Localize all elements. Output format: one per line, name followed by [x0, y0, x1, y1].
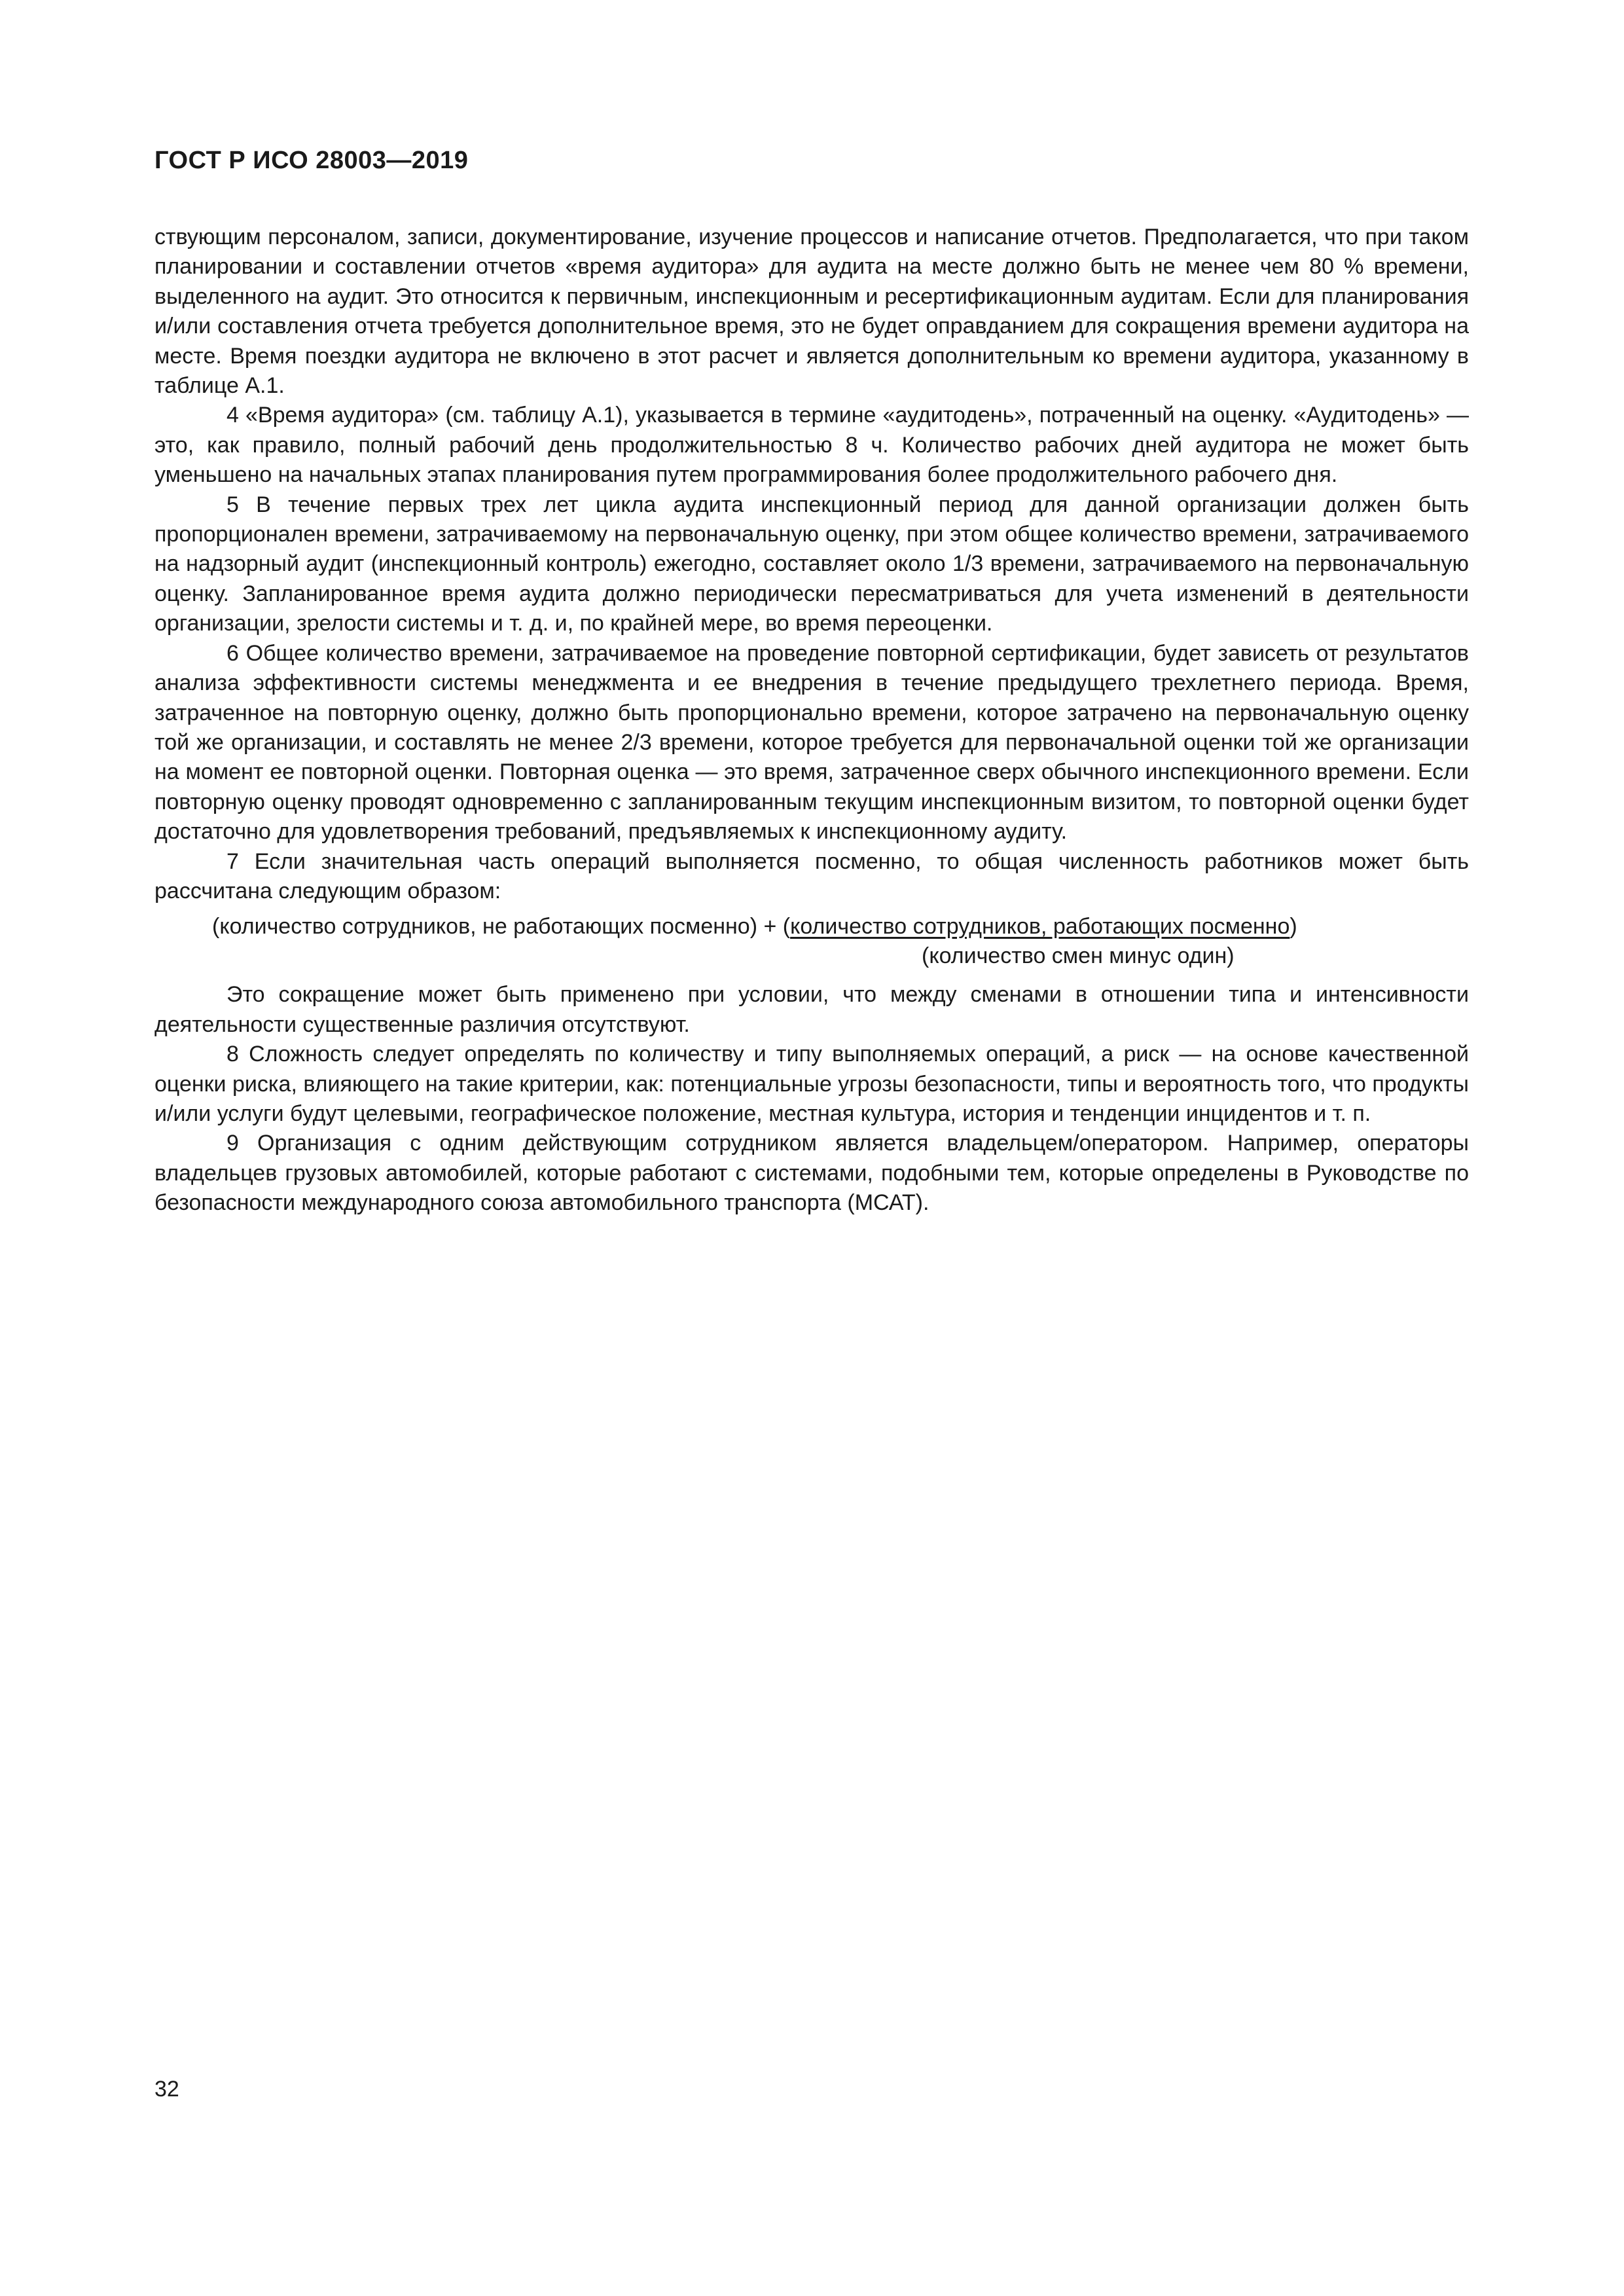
page-number: 32 [154, 2077, 179, 2102]
document-header: ГОСТ Р ИСО 28003—2019 [154, 147, 469, 174]
note-8: 8 Сложность следует определять по количеству и типу выполняемых операций, а риск — на основе качественной оценки риска, влияющего на такие критерии, как: потенциальные угрозы безопасности, типы и вероятность того, что продукты и/или услуги будут целевыми, географическое положение, местная культура, история и тенденции инцидентов и т. п. [154, 1042, 1469, 1126]
note-6: 6 Общее количество времени, затрачиваемое на проведение повторной сертификации, будет зависеть от результатов анализа эффективности системы менеджмента и ее внедрения в течение предыдущего трехлетнего периода. Время, затраченное на повторную оценку, должно быть пропорционально времени, которое затрачено на первоначальную оценку той же организации, и составлять не менее 2/3 времени, которое требуется для первоначальной оценки той же организации на момент ее повторной оценки. Повторная оценка — это время, затраченное сверх обычного инспекционного времени. Если повторную оценку проводят одновременно с запланированным текущим инспекционным визитом, то повторной оценки будет достаточно для удовлетворения требований, предъявляемых к инспекционному аудиту. [154, 640, 1469, 845]
formula-left-term: (количество сотрудников, не работающих посменно) + ( [212, 914, 791, 939]
employee-count-formula [154, 912, 1469, 974]
paragraph-continuation: ствующим персоналом, записи, документирование, изучение процессов и написание отчетов. Предполагается, что при таком планировании и составлении отчетов «время аудитора» для аудита на месте должно быть не менее чем 80 % времени, выделенного на аудит. Это относится к первичным, инспекционным и ресертификационным аудитам. Если для планирования и/или составления отчета требуется дополнительное время, это не будет оправданием для сокращения времени аудитора на месте. Время поездки аудитора не включено в этот расчет и является дополнительным ко времени аудитора, указанному в таблице А.1. [154, 225, 1469, 399]
note-7: 7 Если значительная часть операций выполняется посменно, то общая численность работников может быть рассчитана следующим образом: [154, 848, 1469, 903]
note-5: 5 В течение первых трех лет цикла аудита инспекционный период для данной организации должен быть пропорционален времени, затрачиваемому на первоначальную оценку, при этом общее количество времени, затрачиваемого на надзорный аудит (инспекционный контроль) ежегодно, составляет около 1/3 времени, затрачиваемого на первоначальную оценку. Запланированное время аудита должно периодически пересматриваться для учета изменений в деятельности организации, зрелости системы и т. д. и, по крайней мере, во время переоценки. [154, 492, 1469, 636]
document-body [154, 223, 1469, 1218]
note-9: 9 Организация с одним действующим сотрудником является владельцем/оператором. Например, операторы владельцев грузовых автомобилей, которые работают с системами, подобными тем, которые определены в Руководстве по безопасности международного союза автомобильного транспорта (МСАТ). [154, 1131, 1469, 1216]
formula-numerator: количество сотрудников, работающих посменно [790, 914, 1290, 939]
note-4: 4 «Время аудитора» (см. таблицу А.1), указывается в термине «аудитодень», потраченный на оценку. «Аудитодень» — это, как правило, полный рабочий день продолжительностью 8 ч. Количество рабочих дней аудитора не может быть уменьшено на начальных этапах планирования путем программирования более продолжительного рабочего дня. [154, 403, 1469, 488]
formula-denominator: (количество смен минус один) [922, 943, 1235, 969]
formula-line [212, 912, 1297, 941]
formula-close-paren: ) [1290, 914, 1297, 939]
note-7-continuation: Это сокращение может быть применено при условии, что между сменами в отношении типа и интенсивности деятельности существенные различия отсутствуют. [154, 982, 1469, 1037]
